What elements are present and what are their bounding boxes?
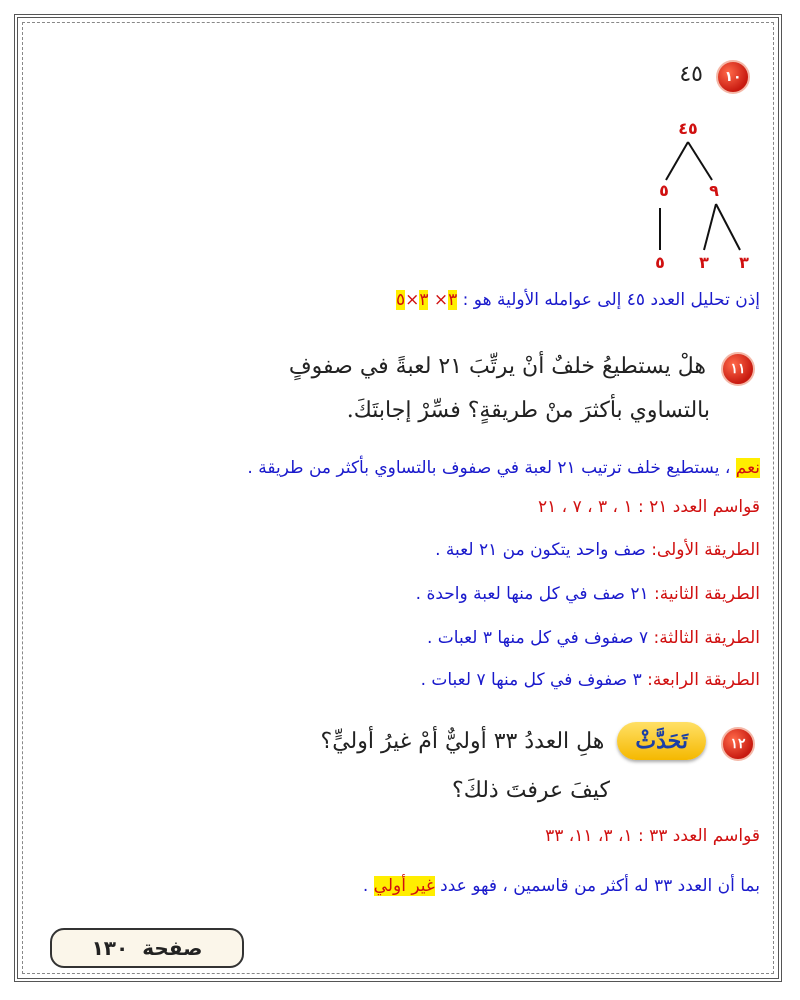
tree-branch bbox=[666, 142, 688, 180]
q12-divisors: قواسم العدد ٣٣ : ١، ٣، ١١، ٣٣ bbox=[545, 826, 760, 846]
way-row bbox=[435, 540, 760, 560]
q11-question-text: هلْ يستطيعُ خلفٌ أنْ يرتِّبَ ٢١ لعبةً في صفوفٍ bbox=[288, 354, 706, 379]
q12-answer-end: . bbox=[362, 876, 374, 896]
q12-answer-text: بما أن العدد ٣٣ له أكثر من قاسمين ، فهو عدد bbox=[440, 876, 760, 896]
q10-answer-text: إذن تحليل العدد ٤٥ إلى عوامله الأولية هو : bbox=[462, 290, 760, 310]
way-text: ٧ صفوف في كل منها ٣ لعبات . bbox=[426, 628, 649, 648]
tree-node-left: ٥ bbox=[659, 181, 669, 200]
q12-badge: ١٢ bbox=[721, 727, 755, 761]
factor: ٣ bbox=[419, 290, 429, 310]
page-number: ١٣٠ bbox=[91, 936, 129, 960]
q12-question-line1 bbox=[321, 722, 755, 761]
answer-yes: نعم bbox=[735, 458, 760, 478]
way-row bbox=[427, 628, 760, 648]
talk-label: تَحَدَّثْ bbox=[617, 722, 706, 760]
tree-node-right: ٩ bbox=[709, 181, 719, 200]
factor-tree bbox=[0, 0, 800, 300]
q12-question-line2: كيفَ عرفتَ ذلكَ؟ bbox=[452, 778, 610, 803]
way-label: الطريقة الثانية: bbox=[654, 584, 760, 604]
factor: ٥ bbox=[395, 290, 406, 310]
way-text: ٣ صفوف في كل منها ٧ لعبات . bbox=[420, 670, 642, 690]
q12-question-text: هلِ العددُ ٣٣ أوليٌّ أمْ غيرُ أوليٍّ؟ bbox=[320, 729, 605, 754]
way-text: ٢١ صف في كل منها لعبة واحدة . bbox=[415, 584, 649, 604]
tree-branch bbox=[716, 204, 740, 250]
q12-answer bbox=[363, 876, 760, 896]
tree-root: ٤٥ bbox=[678, 119, 698, 138]
way-row bbox=[416, 584, 760, 604]
times-sign: × bbox=[433, 290, 449, 310]
times-sign: × bbox=[405, 290, 420, 310]
q11-answer-text: ، يستطيع خلف ترتيب ٢١ لعبة في صفوف بالتساوي بأكثر من طريقة . bbox=[247, 458, 731, 478]
page-number-box bbox=[50, 928, 244, 968]
tree-branch bbox=[688, 142, 712, 180]
page-label: صفحة bbox=[142, 936, 203, 960]
q11-question-line1 bbox=[289, 352, 755, 386]
answer-highlight: غير أولي bbox=[373, 876, 435, 896]
q10-badge: ١٠ bbox=[716, 60, 750, 94]
way-label: الطريقة الرابعة: bbox=[647, 670, 760, 690]
q11-badge: ١١ bbox=[721, 352, 755, 386]
tree-branch bbox=[704, 204, 716, 250]
q10-answer bbox=[396, 290, 760, 310]
q11-answer bbox=[247, 458, 760, 478]
way-text: صف واحد يتكون من ٢١ لعبة . bbox=[435, 540, 646, 560]
q11-divisors: قواسم العدد ٢١ : ١ ، ٣ ، ٧ ، ٢١ bbox=[538, 497, 760, 517]
q11-question-line2: بالتساوي بأكثرَ منْ طريقةٍ؟ فسِّرْ إجابتَكَ. bbox=[346, 398, 710, 423]
way-label: الطريقة الأولى: bbox=[651, 540, 760, 560]
q10-number: ٤٥ bbox=[679, 62, 703, 87]
way-row bbox=[421, 670, 760, 690]
tree-leaf: ٣ bbox=[699, 253, 709, 272]
way-label: الطريقة الثالثة: bbox=[653, 628, 760, 648]
factor: ٣ bbox=[448, 290, 458, 310]
tree-leaf: ٣ bbox=[739, 253, 749, 272]
tree-leaf: ٥ bbox=[655, 253, 665, 272]
